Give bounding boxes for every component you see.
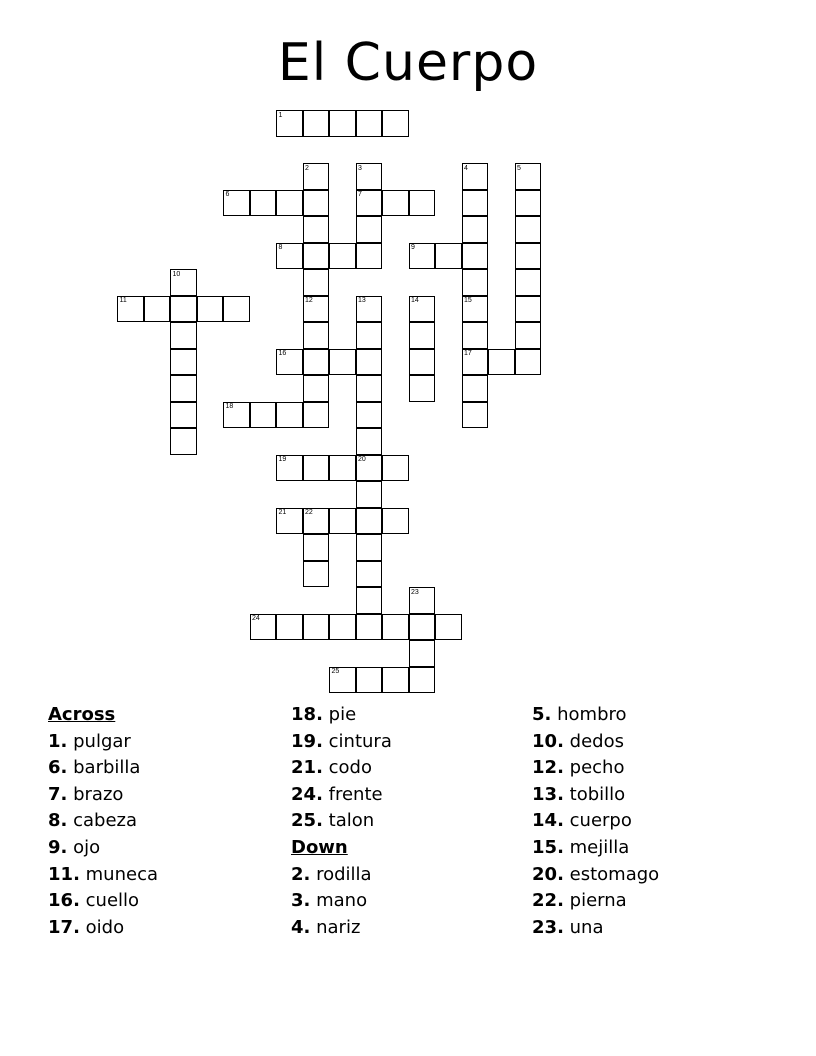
grid-cell[interactable] <box>329 614 356 641</box>
grid-cell[interactable] <box>223 296 250 323</box>
cell-number: 15 <box>464 297 472 304</box>
grid-cell[interactable] <box>303 243 330 270</box>
clue-across-7: 7. brazo <box>48 783 124 805</box>
grid-cell[interactable] <box>303 455 330 482</box>
across-heading: Across <box>48 704 116 725</box>
grid-cell[interactable] <box>303 534 330 561</box>
clue-column-2 <box>291 702 392 941</box>
clue-column-3 <box>532 702 659 941</box>
grid-cell[interactable] <box>462 402 489 429</box>
grid-cell[interactable] <box>435 614 462 641</box>
grid-cell[interactable] <box>303 402 330 429</box>
grid-cell[interactable] <box>329 508 356 535</box>
grid-cell[interactable] <box>329 349 356 376</box>
cell-number: 3 <box>358 164 362 172</box>
grid-cell[interactable] <box>144 296 171 323</box>
clue-down-12: 12. pecho <box>532 757 625 779</box>
cell-number: 21 <box>278 509 287 516</box>
grid-cell[interactable] <box>462 216 489 243</box>
cell-number: 5 <box>517 164 521 172</box>
clue-down-22: 22. pierna <box>532 890 627 912</box>
cell-number: 18 <box>225 403 234 410</box>
cell-number: 10 <box>172 270 181 278</box>
cell-number: 24 <box>252 615 260 622</box>
grid-cell[interactable] <box>170 322 197 349</box>
clue-across-21: 21. codo <box>291 757 372 779</box>
cell-number: 16 <box>278 350 287 357</box>
grid-cell[interactable] <box>409 640 436 667</box>
cell-number: 12 <box>305 297 313 304</box>
grid-cell[interactable] <box>356 534 383 561</box>
grid-cell[interactable] <box>356 667 383 694</box>
clue-down-20: 20. estomago <box>532 863 660 885</box>
grid-cell[interactable] <box>462 243 489 270</box>
grid-cell[interactable] <box>170 375 197 402</box>
grid-cell[interactable] <box>329 110 356 137</box>
grid-cell[interactable] <box>303 110 330 137</box>
grid-cell[interactable] <box>356 349 383 376</box>
cell-number: 4 <box>464 164 468 172</box>
grid-cell[interactable] <box>409 322 436 349</box>
cell-number: 6 <box>225 191 230 198</box>
grid-cell[interactable] <box>170 402 197 429</box>
grid-cell[interactable] <box>303 190 330 217</box>
grid-cell[interactable] <box>329 455 356 482</box>
grid-cell[interactable] <box>170 296 197 323</box>
grid-cell[interactable] <box>409 375 436 402</box>
grid-cell[interactable] <box>276 402 303 429</box>
clue-across-25: 25. talon <box>291 810 375 832</box>
grid-cell[interactable] <box>462 375 489 402</box>
grid-cell[interactable] <box>276 190 303 217</box>
grid-cell[interactable] <box>515 216 542 243</box>
grid-cell[interactable] <box>515 269 542 296</box>
grid-cell[interactable] <box>462 269 489 296</box>
clue-across-6: 6. barbilla <box>48 757 141 779</box>
grid-cell[interactable] <box>409 614 436 641</box>
clue-across-1: 1. pulgar <box>48 730 131 752</box>
grid-cell[interactable] <box>356 375 383 402</box>
grid-cell[interactable] <box>462 190 489 217</box>
grid-cell[interactable] <box>303 614 330 641</box>
clue-across-24: 24. frente <box>291 783 383 805</box>
grid-cell[interactable] <box>356 508 383 535</box>
grid-cell[interactable] <box>329 243 356 270</box>
grid-cell[interactable] <box>303 375 330 402</box>
clue-down-2: 2. rodilla <box>291 863 372 885</box>
grid-cell[interactable] <box>356 587 383 614</box>
clue-down-13: 13. tobillo <box>532 783 626 805</box>
grid-cell[interactable] <box>356 561 383 588</box>
cell-number: 1 <box>278 111 283 119</box>
grid-cell[interactable] <box>250 402 277 429</box>
cell-number: 22 <box>305 509 313 516</box>
clue-down-15: 15. mejilla <box>532 836 630 858</box>
cell-number: 14 <box>411 297 419 304</box>
clue-column-1 <box>48 702 158 941</box>
grid-cell[interactable] <box>409 349 436 376</box>
grid-cell[interactable] <box>197 296 224 323</box>
grid-cell[interactable] <box>356 428 383 455</box>
clue-across-18: 18. pie <box>291 704 357 725</box>
grid-cell[interactable] <box>382 110 409 137</box>
puzzle-title: El Cuerpo <box>277 33 539 93</box>
grid-cell[interactable] <box>356 322 383 349</box>
cell-number: 7 <box>358 191 362 198</box>
grid-cell[interactable] <box>356 614 383 641</box>
grid-cell[interactable] <box>382 190 409 217</box>
grid-cell[interactable] <box>488 349 515 376</box>
grid-cell[interactable] <box>515 322 542 349</box>
grid-cell[interactable] <box>276 614 303 641</box>
clue-across-8: 8. cabeza <box>48 810 138 832</box>
cell-number: 19 <box>278 456 287 463</box>
cell-number: 17 <box>464 350 472 357</box>
grid-cell[interactable] <box>356 481 383 508</box>
grid-cell[interactable] <box>515 190 542 217</box>
grid-cell[interactable] <box>382 614 409 641</box>
cell-number: 13 <box>358 297 366 304</box>
cell-number: 9 <box>411 244 415 251</box>
clue-down-4: 4. nariz <box>291 916 361 938</box>
grid-cell[interactable] <box>303 322 330 349</box>
grid-cell[interactable] <box>409 667 436 694</box>
grid-cell[interactable] <box>515 296 542 323</box>
grid-cell[interactable] <box>409 190 436 217</box>
grid-cell[interactable] <box>382 455 409 482</box>
grid-cell[interactable] <box>515 349 542 376</box>
clue-down-23: 23. una <box>532 916 604 938</box>
clue-across-9: 9. ojo <box>48 836 101 858</box>
grid-cell[interactable] <box>382 667 409 694</box>
grid-cell[interactable] <box>462 322 489 349</box>
cell-number: 25 <box>331 668 340 675</box>
grid-cell[interactable] <box>435 243 462 270</box>
clue-down-10: 10. dedos <box>532 730 624 752</box>
clue-down-5: 5. hombro <box>532 704 627 725</box>
cell-number: 11 <box>119 297 127 304</box>
clue-down-3: 3. mano <box>291 890 368 912</box>
grid-cell[interactable] <box>303 349 330 376</box>
grid-cell[interactable] <box>303 269 330 296</box>
clue-across-16: 16. cuello <box>48 890 140 912</box>
clue-across-11: 11. muneca <box>48 863 158 885</box>
grid-cell[interactable] <box>356 110 383 137</box>
down-heading: Down <box>291 836 348 858</box>
cell-number: 20 <box>358 456 366 463</box>
grid-cell[interactable] <box>170 349 197 376</box>
cell-number: 2 <box>305 164 309 172</box>
grid-cell[interactable] <box>356 216 383 243</box>
clue-across-17: 17. oido <box>48 916 125 938</box>
grid-cell[interactable] <box>356 402 383 429</box>
grid-cell[interactable] <box>515 243 542 270</box>
grid-cell[interactable] <box>382 508 409 535</box>
clue-across-19: 19. cintura <box>291 730 392 752</box>
grid-cell[interactable] <box>303 561 330 588</box>
grid-cell[interactable] <box>356 243 383 270</box>
grid-cell[interactable] <box>170 428 197 455</box>
cell-number: 23 <box>411 588 419 596</box>
clue-down-14: 14. cuerpo <box>532 810 632 832</box>
cell-number: 8 <box>278 244 283 251</box>
grid-cell[interactable] <box>303 216 330 243</box>
grid-cell[interactable] <box>250 190 277 217</box>
